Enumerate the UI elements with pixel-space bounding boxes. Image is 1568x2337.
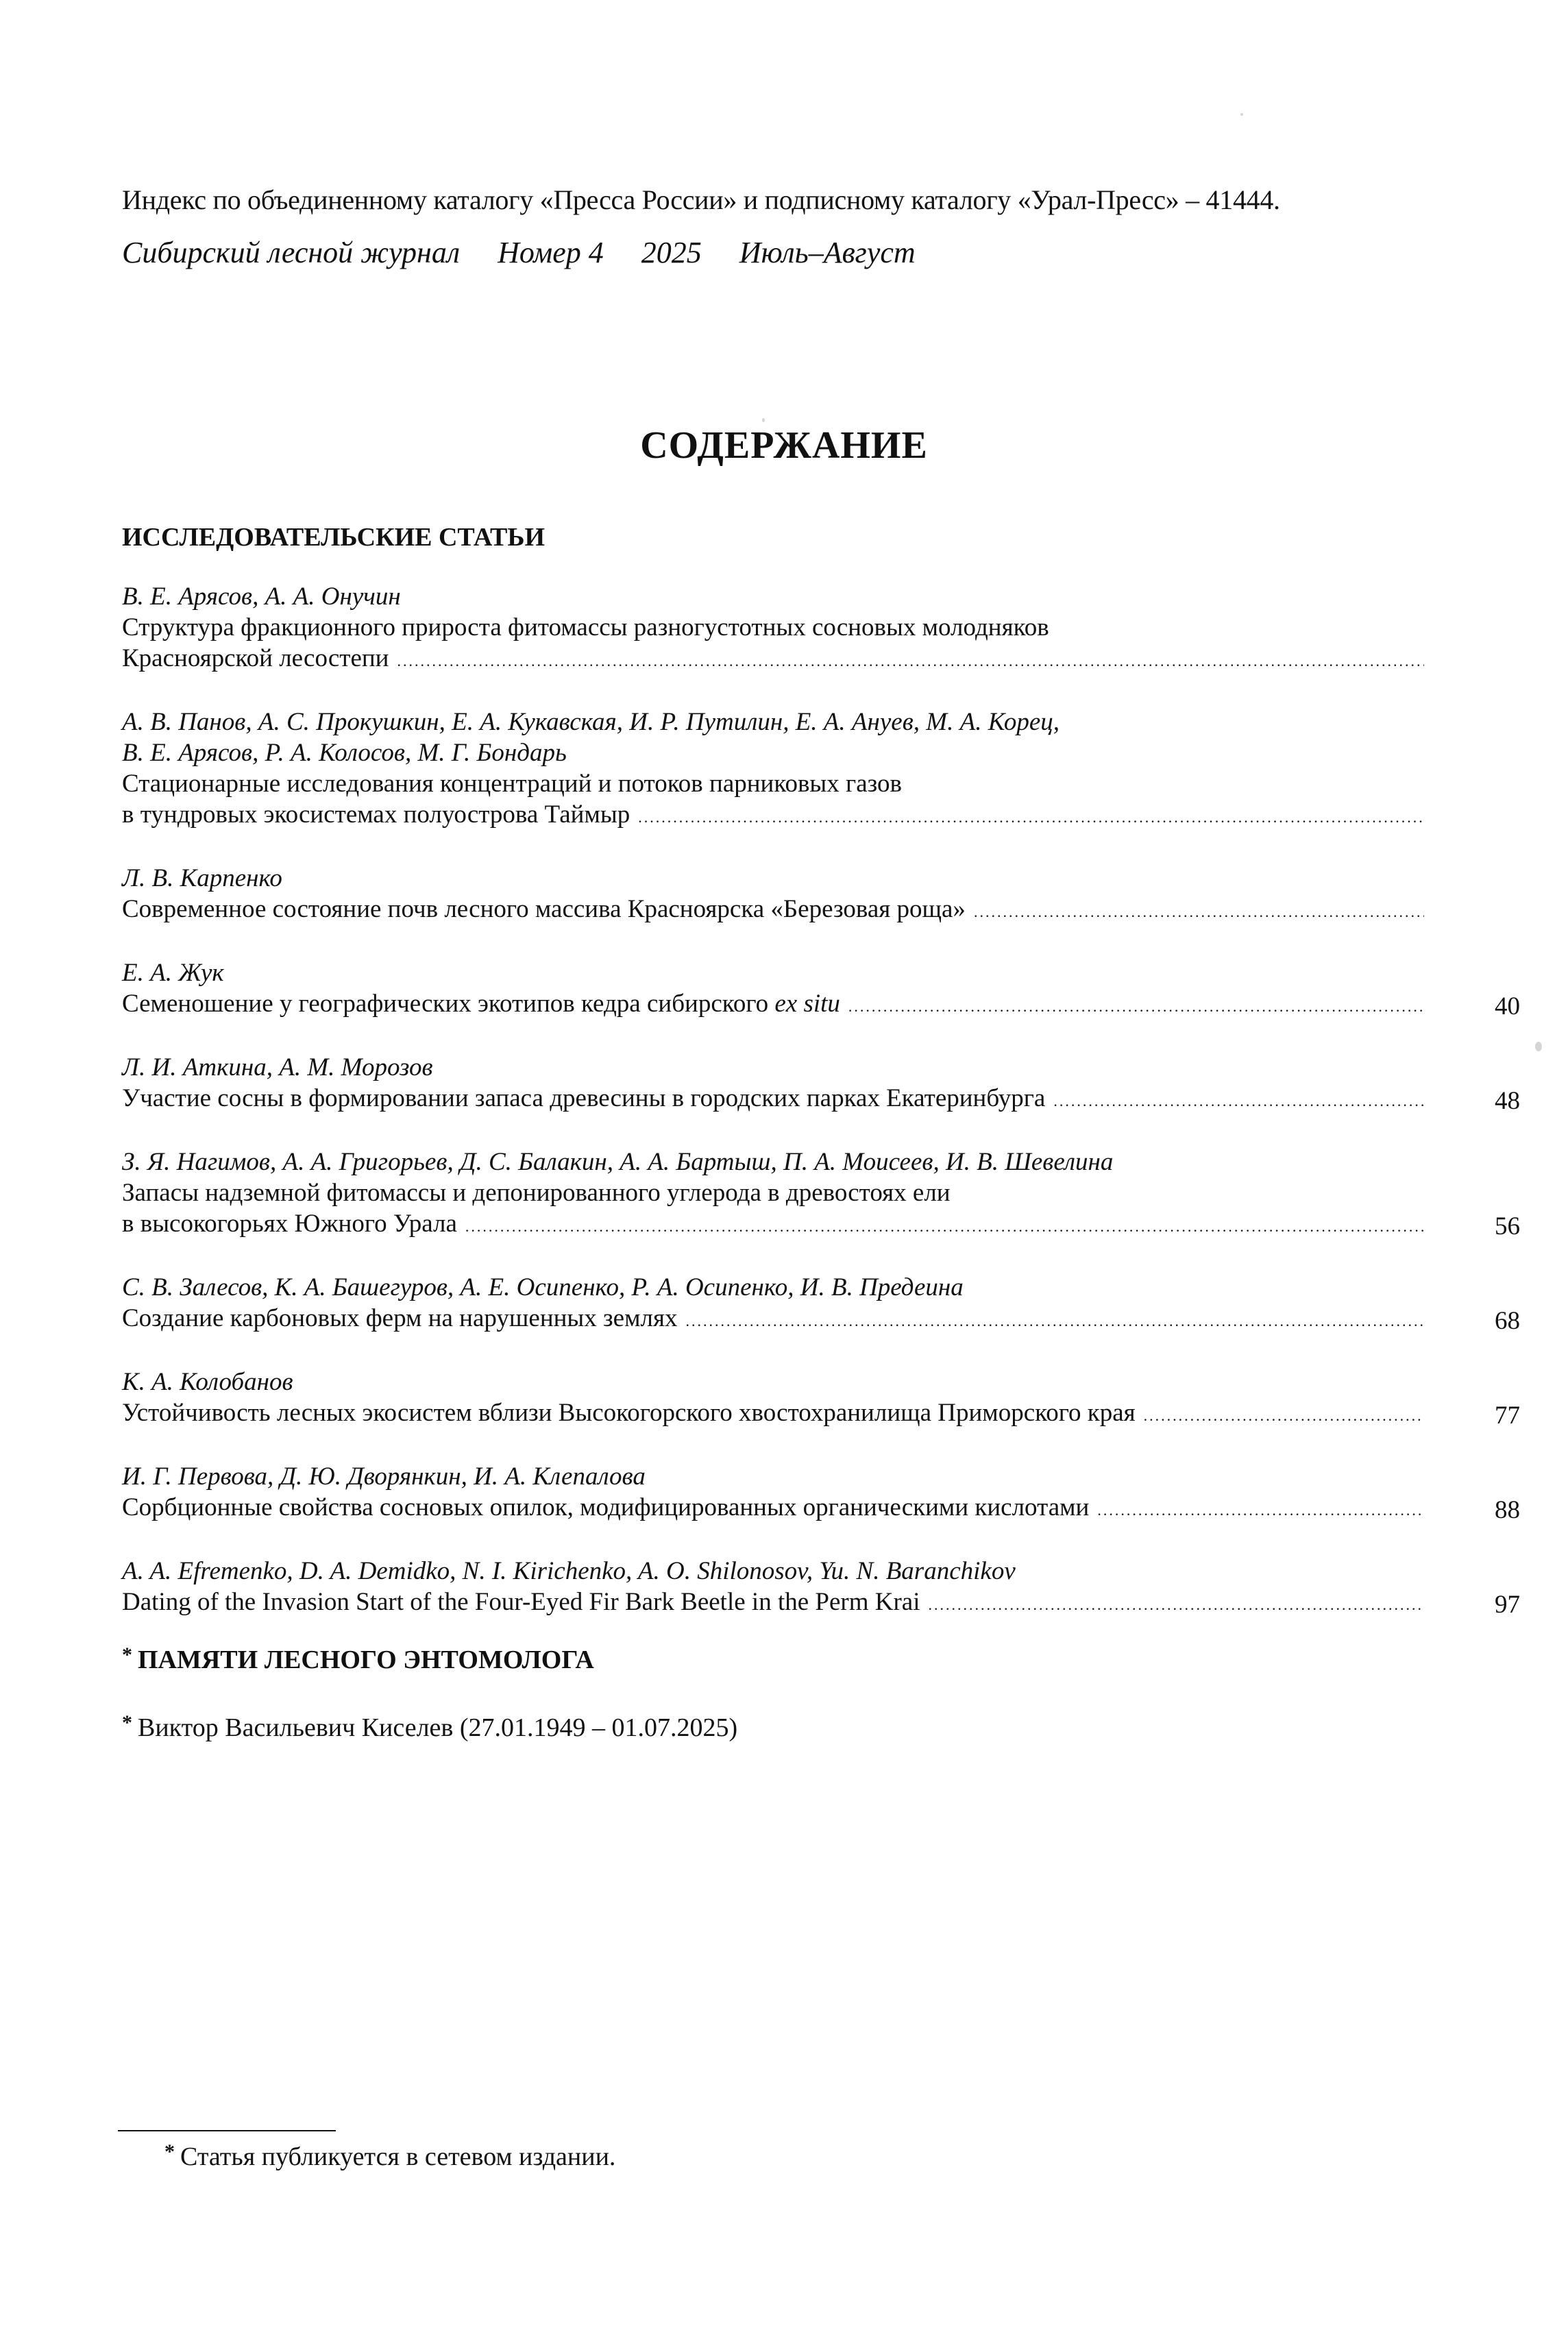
entry-authors: В. Е. Арясов, Р. А. Колосов, М. Г. Бондарь [122,739,567,767]
entry-title-last-line [122,799,1424,833]
entry-authors: З. Я. Нагимов, А. А. Григорьев, Д. С. Балакин, А. А. Бартыш, П. А. Моисеев, И. В. Шевелина [122,1148,1114,1176]
footnote [164,2140,615,2172]
toc-entry-list [122,581,1520,1650]
entry-title-text-main: Создание карбоновых ферм на нарушенных землях [122,1304,678,1332]
entry-title-line: Стационарные исследования концентраций и потоков парниковых газов [122,770,902,798]
entry-title-text [122,799,630,830]
entry-title-text-main: Сорбционные свойства сосновых опилок, модифицированных органическими кислотами [122,1493,1090,1521]
entry-title-text-main: Современное состояние почв лесного массива Красноярска «Березовая роща» [122,895,966,923]
entry-title-text-main: в тундровых экосистемах полуострова Таймыр [122,800,630,829]
entry-title-text [122,643,389,674]
dot-leader [1097,1495,1424,1526]
footnote-divider [118,2130,336,2131]
footnote-marker: * [164,2140,175,2163]
entry-title-last-line [122,1492,1424,1526]
scan-speck [762,418,765,422]
dot-leader [465,1211,1424,1242]
entry-title-text [122,1397,1136,1428]
entry-authors: В. Е. Арясов, А. А. Онучин [122,583,401,611]
entry-page-number[interactable]: 40 [1495,992,1520,1020]
entry-title-text [122,1492,1089,1523]
toc-entry[interactable] [122,1461,1520,1526]
entry-title-last-line [122,1083,1424,1116]
entry-title-text [122,1587,920,1617]
entry-title-last-line [122,894,1424,927]
toc-entry[interactable] [122,1272,1520,1336]
entry-authors: A. A. Efremenko, D. A. Demidko, N. I. Kirichenko, A. O. Shilonosov, Yu. N. Baranchikov [122,1557,1016,1585]
subscription-index-line: Индекс по объединенному каталогу «Пресса России» и подписному каталогу «Урал-Пресс» – 41444. [122,184,1280,215]
journal-issue-number: Номер 4 [498,236,604,269]
entry-page-number[interactable]: 56 [1495,1212,1520,1240]
toc-entry[interactable] [122,863,1520,927]
memorial-entry[interactable] [122,1711,737,1743]
scan-speck [1240,113,1243,116]
entry-title-text [122,1083,1045,1114]
entry-authors: А. В. Панов, А. С. Прокушкин, Е. А. Кукавская, И. Р. Путилин, Е. А. Ануев, М. А. Корец, [122,708,1060,736]
dot-leader [685,1306,1424,1336]
entry-title-last-line [122,643,1424,676]
toc-entry[interactable] [122,1367,1520,1431]
entry-title-text-main: в высокогорьях Южного Урала [122,1210,457,1238]
entry-title-last-line [122,1208,1424,1242]
entry-authors: И. Г. Первова, Д. Ю. Дворянкин, И. А. Клепалова [122,1463,646,1491]
entry-title-text-main: Устойчивость лесных экосистем вблизи Высокогорского хвостохранилища Приморского края [122,1399,1136,1427]
entry-title-italic-term: ex situ [774,990,840,1018]
entry-page-number[interactable]: 97 [1495,1591,1520,1619]
dot-leader [848,991,1424,1022]
entry-title-text-main: Dating of the Invasion Start of the Four-Eyed Fir Bark Beetle in the Perm Krai [122,1588,920,1616]
dot-leader [638,802,1424,833]
toc-entry[interactable] [122,581,1520,676]
entry-page-number[interactable]: 68 [1495,1307,1520,1335]
entry-title-text [122,1208,457,1239]
footnote-text: Статья публикуется в сетевом издании. [180,2142,616,2171]
journal-period: Июль–Август [739,236,916,269]
entry-authors: Е. А. Жук [122,959,224,987]
entry-title-last-line [122,1303,1424,1336]
toc-entry[interactable] [122,1052,1520,1116]
entry-page-number[interactable]: 48 [1495,1087,1520,1115]
entry-title-last-line [122,1587,1424,1620]
online-publication-marker: * [122,1643,132,1666]
entry-authors: К. А. Колобанов [122,1368,293,1396]
entry-page-number[interactable]: 77 [1495,1402,1520,1430]
entry-authors: Л. И. Аткина, А. М. Морозов [122,1053,433,1081]
memorial-heading-text: ПАМЯТИ ЛЕСНОГО ЭНТОМОЛОГА [138,1645,594,1674]
entry-title-last-line [122,1397,1424,1431]
toc-entry[interactable] [122,1556,1520,1620]
entry-title-text-main: Участие сосны в формировании запаса древесины в городских парках Екатеринбурга [122,1084,1046,1112]
toc-entry[interactable] [122,707,1520,833]
section-heading-memorial [122,1643,594,1675]
journal-year: 2025 [641,236,702,269]
entry-title-line: Структура фракционного прироста фитомассы разногустотных сосновых молодняков [122,613,1049,641]
entry-authors: С. В. Залесов, К. А. Башегуров, А. Е. Осипенко, Р. А. Осипенко, И. В. Предеина [122,1273,964,1301]
toc-entry[interactable] [122,957,1520,1022]
section-heading-research-articles: ИССЛЕДОВАТЕЛЬСКИЕ СТАТЬИ [122,523,546,552]
entry-title-text [122,988,840,1019]
entry-title-text [122,894,966,925]
dot-leader [1053,1086,1424,1116]
journal-name: Сибирский лесной журнал [122,236,461,269]
dot-leader [974,896,1424,927]
entry-page-number[interactable]: 88 [1495,1496,1520,1524]
dot-leader [929,1589,1425,1620]
page-title: СОДЕРЖАНИЕ [640,424,928,467]
scan-speck [1535,1042,1542,1051]
online-publication-marker: * [122,1711,132,1734]
entry-title-line: Запасы надземной фитомассы и депонированного углерода в древостоях ели [122,1179,951,1207]
entry-title-text-main: Семеношение у географических экотипов кедра сибирского [122,990,769,1018]
memorial-entry-text: Виктор Васильевич Киселев (27.01.1949 – 01.07.2025) [138,1713,738,1742]
entry-title-text [122,1303,677,1334]
entry-title-text-main: Красноярской лесостепи [122,644,389,672]
dot-leader [397,646,1424,676]
dot-leader [1144,1400,1424,1431]
toc-entry[interactable] [122,1147,1520,1242]
journal-issue-line [122,235,946,270]
entry-title-last-line [122,988,1424,1022]
entry-authors: Л. В. Карпенко [122,864,282,892]
